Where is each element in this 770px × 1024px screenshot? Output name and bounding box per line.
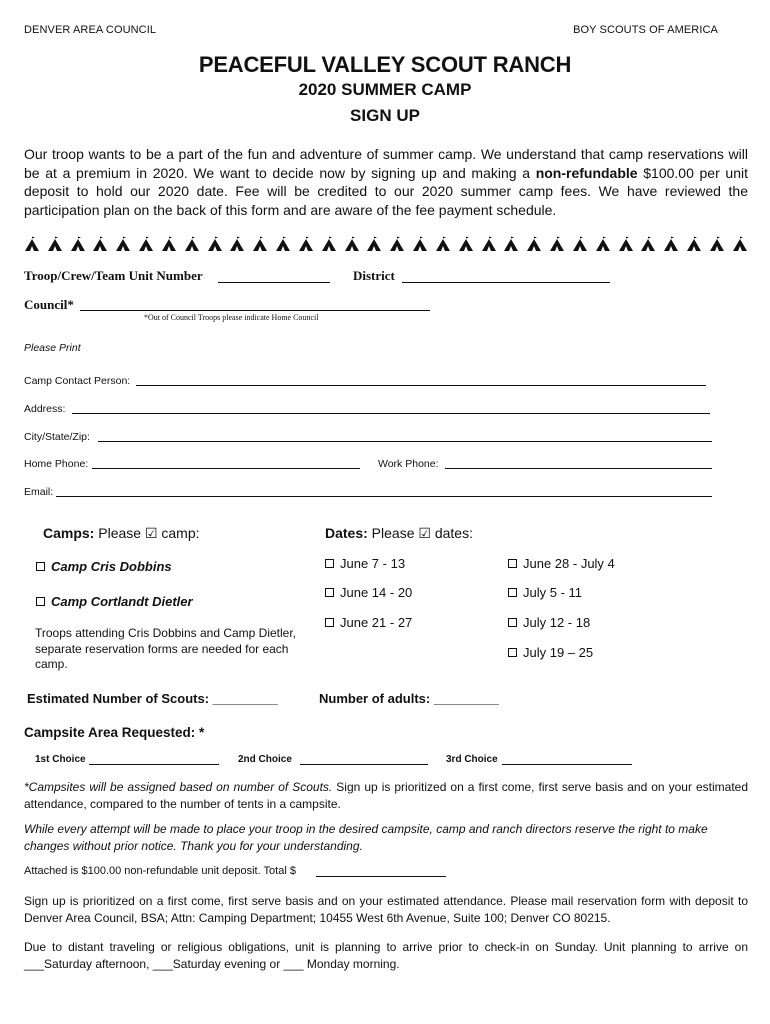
- tent-icon: [47, 236, 63, 252]
- council-note: *Out of Council Troops please indicate Home Council: [144, 313, 319, 322]
- camps-heading-bold: Camps:: [43, 525, 95, 541]
- checkbox[interactable]: [508, 618, 517, 627]
- date-label: July 12 - 18: [523, 615, 591, 630]
- tent-icon: [389, 236, 405, 252]
- date-option[interactable]: [325, 615, 412, 630]
- tent-icon: [458, 236, 474, 252]
- intro-paragraph: [24, 145, 748, 219]
- tent-icon: [572, 236, 588, 252]
- tent-icon: [344, 236, 360, 252]
- district-field[interactable]: [402, 282, 610, 283]
- camps-heading: [43, 525, 200, 542]
- work-phone-label: Work Phone:: [378, 458, 439, 470]
- work-phone-field[interactable]: [445, 468, 712, 469]
- second-choice-field[interactable]: [300, 764, 428, 765]
- council-name: DENVER AREA COUNCIL: [24, 24, 157, 36]
- date-option[interactable]: [325, 556, 405, 571]
- tent-icon: [24, 236, 40, 252]
- troop-number-field[interactable]: [218, 282, 330, 283]
- checkbox[interactable]: [36, 597, 45, 606]
- tent-icon: [526, 236, 542, 252]
- tent-icon: [207, 236, 223, 252]
- tent-icon: [412, 236, 428, 252]
- council-field[interactable]: [80, 310, 430, 311]
- date-label: June 28 - July 4: [523, 556, 615, 571]
- tent-icon: [595, 236, 611, 252]
- third-choice-field[interactable]: [502, 764, 632, 765]
- tent-icon: [663, 236, 679, 252]
- intro-bold: non-refundable: [535, 164, 638, 181]
- checkbox[interactable]: [325, 618, 334, 627]
- tent-icon: [229, 236, 245, 252]
- camp-option-cortlandt-dietler[interactable]: [36, 594, 193, 609]
- email-field[interactable]: [56, 496, 712, 497]
- assignment-italic: *Campsites will be assigned based on number of Scouts.: [24, 780, 333, 794]
- date-label: June 7 - 13: [340, 556, 406, 571]
- city-state-zip-label: City/State/Zip:: [24, 431, 90, 443]
- tent-icon: [252, 236, 268, 252]
- campsite-heading: Campsite Area Requested: *: [24, 725, 205, 740]
- tent-icon: [275, 236, 291, 252]
- deposit-total-field[interactable]: [316, 876, 446, 877]
- tent-icon: [435, 236, 451, 252]
- intro-part2: $100.00 per unit deposit to hold our 2020 date. Fee will be credited to our 2020 summer camp fees. We have reviewed the participation plan on the back of this form and are aware of the fee payment schedule.: [24, 164, 748, 218]
- tent-icon: [161, 236, 177, 252]
- arrival-note: Due to distant traveling or religious obligations, unit is planning to arrive prior to check-in on Sunday. Unit planning to arrive on ___Saturday afternoon, ___Saturday evening or ___ Monday morning.: [24, 940, 748, 971]
- checkbox[interactable]: [508, 648, 517, 657]
- checkbox[interactable]: [36, 562, 45, 571]
- checkbox[interactable]: [325, 588, 334, 597]
- date-label: June 21 - 27: [340, 615, 413, 630]
- estimated-scouts-field[interactable]: Estimated Number of Scouts: _________: [27, 691, 278, 706]
- camp-option-label: Camp Cris Dobbins: [51, 559, 172, 574]
- intro-part1: Our troop wants to be a part of the fun and adventure of summer camp. We understand that camp reservations will be at a premium in 2020. We want to decide now by signing up and making a: [24, 146, 748, 181]
- camp-option-cris-dobbins[interactable]: [36, 559, 172, 574]
- email-label: Email:: [24, 486, 54, 498]
- tent-icon: [321, 236, 337, 252]
- tent-icon: [115, 236, 131, 252]
- tent-icon: [686, 236, 702, 252]
- estimated-adults-field[interactable]: Number of adults: _________: [319, 691, 499, 706]
- camp-option-label: Camp Cortlandt Dietler: [51, 594, 193, 609]
- tent-icon: [184, 236, 200, 252]
- tent-icon: [298, 236, 314, 252]
- dates-heading: [325, 525, 473, 542]
- deposit-label: Attached is $100.00 non-refundable unit deposit. Total $: [24, 865, 296, 877]
- city-state-zip-field[interactable]: [98, 441, 712, 442]
- date-option[interactable]: [508, 556, 615, 571]
- date-label: July 19 – 25: [523, 645, 594, 660]
- home-phone-field[interactable]: [92, 468, 360, 469]
- date-option[interactable]: [508, 585, 582, 600]
- tent-icon: [366, 236, 382, 252]
- first-choice-label: 1st Choice: [35, 754, 86, 765]
- tent-icon: [640, 236, 656, 252]
- address-field[interactable]: [72, 413, 710, 414]
- tent-icon: [138, 236, 154, 252]
- third-choice-label: 3rd Choice: [446, 754, 498, 765]
- form-subtitle: 2020 SUMMER CAMP: [298, 80, 472, 99]
- dates-heading-bold: Dates:: [325, 525, 368, 541]
- tent-icon: [70, 236, 86, 252]
- assignment-rest: Sign up is prioritized on a first come, first serve basis and on your estimated attendance, compared to the number of tents in a campsite.: [24, 780, 748, 811]
- date-option[interactable]: [508, 645, 593, 660]
- campsite-assignment-note: [24, 779, 748, 812]
- tent-icon: [503, 236, 519, 252]
- tent-icon: [92, 236, 108, 252]
- dates-heading-rest: Please ☑ dates:: [367, 525, 473, 541]
- form-subtitle-signup: SIGN UP: [350, 106, 420, 125]
- troop-number-label: Troop/Crew/Team Unit Number: [24, 268, 203, 283]
- form-title: PEACEFUL VALLEY SCOUT RANCH: [198, 52, 572, 77]
- camps-note: Troops attending Cris Dobbins and Camp Dietler, separate reservation forms are needed for each camp.: [35, 626, 297, 672]
- date-option[interactable]: [325, 585, 412, 600]
- checkbox[interactable]: [325, 559, 334, 568]
- date-option[interactable]: [508, 615, 590, 630]
- tent-icon: [709, 236, 725, 252]
- home-phone-label: Home Phone:: [24, 458, 89, 470]
- first-choice-field[interactable]: [89, 764, 219, 765]
- second-choice-label: 2nd Choice: [238, 754, 292, 765]
- address-label: Address:: [24, 403, 66, 415]
- camp-contact-field[interactable]: [136, 385, 706, 386]
- tent-icon: [732, 236, 748, 252]
- checkbox[interactable]: [508, 559, 517, 568]
- council-label: Council*: [24, 297, 74, 312]
- camps-heading-rest: Please ☑ camp:: [94, 525, 200, 541]
- tent-icon: [618, 236, 634, 252]
- date-label: June 14 - 20: [340, 585, 413, 600]
- district-label: District: [353, 268, 395, 283]
- tent-icon: [549, 236, 565, 252]
- please-print-note: Please Print: [24, 342, 81, 354]
- date-label: July 5 - 11: [523, 585, 583, 600]
- checkbox[interactable]: [508, 588, 517, 597]
- tent-border: [24, 236, 748, 252]
- tent-icon: [481, 236, 497, 252]
- organization-name: BOY SCOUTS OF AMERICA: [573, 24, 718, 36]
- mail-instructions: Sign up is prioritized on a first come, first serve basis and on your estimated attendance. Please mail reservation form with deposit to Denver Area Council, BSA; Attn: Camping Department; 10455 West 6th Avenue, Suite 100; Denver CO 80215.: [24, 894, 748, 925]
- campsite-attempt-note: While every attempt will be made to place your troop in the desired campsite, camp and ranch directors reserve the right to make changes without prior notice. Thank you for your understanding.: [24, 822, 708, 853]
- camp-contact-label: Camp Contact Person:: [24, 375, 131, 387]
